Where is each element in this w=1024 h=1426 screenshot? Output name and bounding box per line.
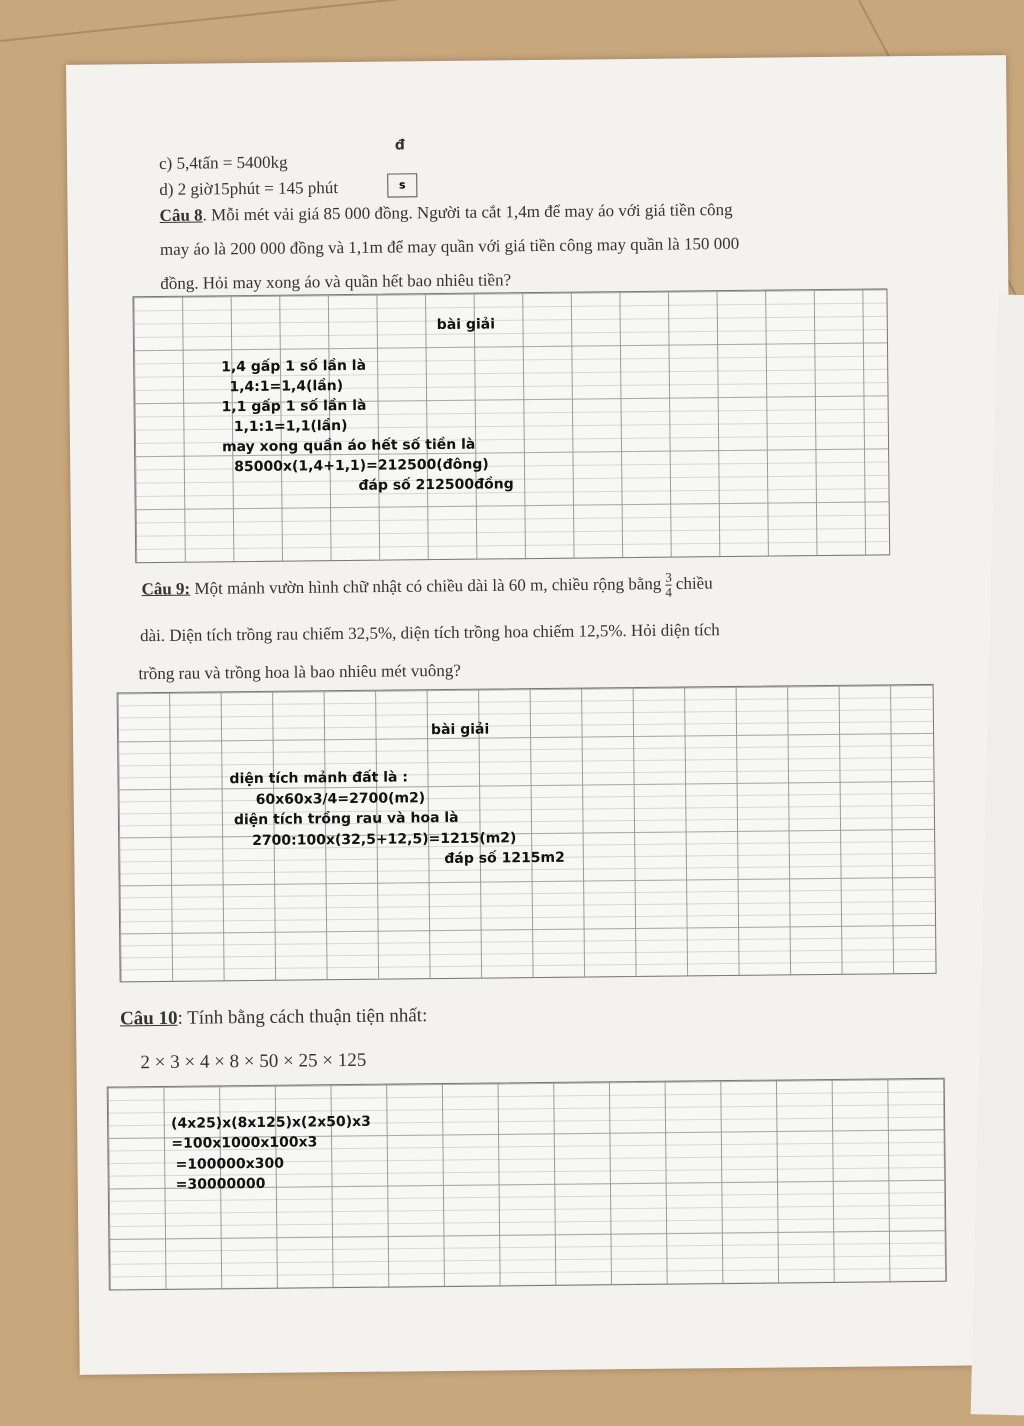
a8-line4: 1,1:1=1,1(lần) [233,417,348,436]
q9-line3: trồng rau và trồng hoa là bao nhiêu mét vuông? [138,660,461,684]
item-d-answer-box[interactable]: s [387,173,417,197]
a9-line4: 2700:100x(32,5+12,5)=1215(m2) [252,830,517,850]
a8-line1: 1,4 gấp 1 số lần là [221,357,367,376]
q10-title: Câu 10 [119,1007,178,1030]
a10-line3: =100000x300 [175,1155,285,1173]
a9-line2: 60x60x3/4=2700(m2) [255,790,426,808]
q8-text-1: . Mỗi mét vải giá 85 000 đồng. Người ta cắt 1,4m để may áo với giá tiền công [202,199,733,225]
a8-heading: bài giải [436,316,496,334]
q9-text-1b: chiều [675,573,713,593]
q9-title: Câu 9: [141,579,191,599]
a8-line7: đáp số 212500đồng [358,476,514,494]
q8-line3: đồng. Hỏi may xong áo và quần hết bao nhiêu tiền? [160,270,512,293]
q8-title: Câu 8 [159,205,203,225]
q9-text-1a: Một mảnh vườn hình chữ nhật có chiều dài là 60 m, chiều rộng bằng [190,574,662,599]
a10-line1: (4x25)x(8x125)x(2x50)x3 [171,1113,371,1132]
q9-fraction-denominator: 4 [665,584,673,600]
a9-line5: đáp số 1215m2 [444,849,565,868]
q9-fraction [665,571,672,600]
q9-line1 [141,570,712,605]
paper-edge [971,294,1024,1415]
item-d: d) 2 giờ15phút = 145 phút [159,178,339,199]
a8-line3: 1,1 gấp 1 số lần là [221,397,367,416]
q10-expression: 2 × 3 × 4 × 8 × 50 × 25 × 125 [140,1049,367,1074]
q10-line1 [120,1005,428,1030]
q8-line2: may áo là 200 000 đồng và 1,1m để may quần với giá tiền công may quần là 150 000 [159,233,740,259]
a10-line2: =100x1000x100x3 [171,1134,318,1152]
a8-line5: may xong quần áo hết số tiền là [221,436,476,456]
item-c: c) 5,4tấn = 5400kg [158,152,288,173]
q9-answer-grid [117,684,937,983]
a9-heading: bài giải [430,721,490,739]
worksheet-page [66,55,1020,1375]
mark-d: đ [394,137,406,154]
a8-line2: 1,4:1=1,4(lần) [229,378,344,396]
a9-line3: diện tích trồng rau và hoa là [233,809,459,829]
q9-fraction-numerator: 3 [665,569,672,585]
floor-seam [0,0,418,42]
q9-line2: dài. Diện tích trồng rau chiếm 32,5%, diện tích trồng hoa chiếm 12,5%. Hỏi diện tích [139,620,720,646]
a9-line1: diện tích mảnh đất là : [229,769,408,788]
a10-line4: =30000000 [175,1175,266,1193]
a8-line6: 85000x(1,4+1,1)=212500(đông) [234,456,489,476]
q10-text-1: : Tính bằng cách thuận tiện nhất: [177,1005,428,1029]
q8-line1 [160,200,733,226]
